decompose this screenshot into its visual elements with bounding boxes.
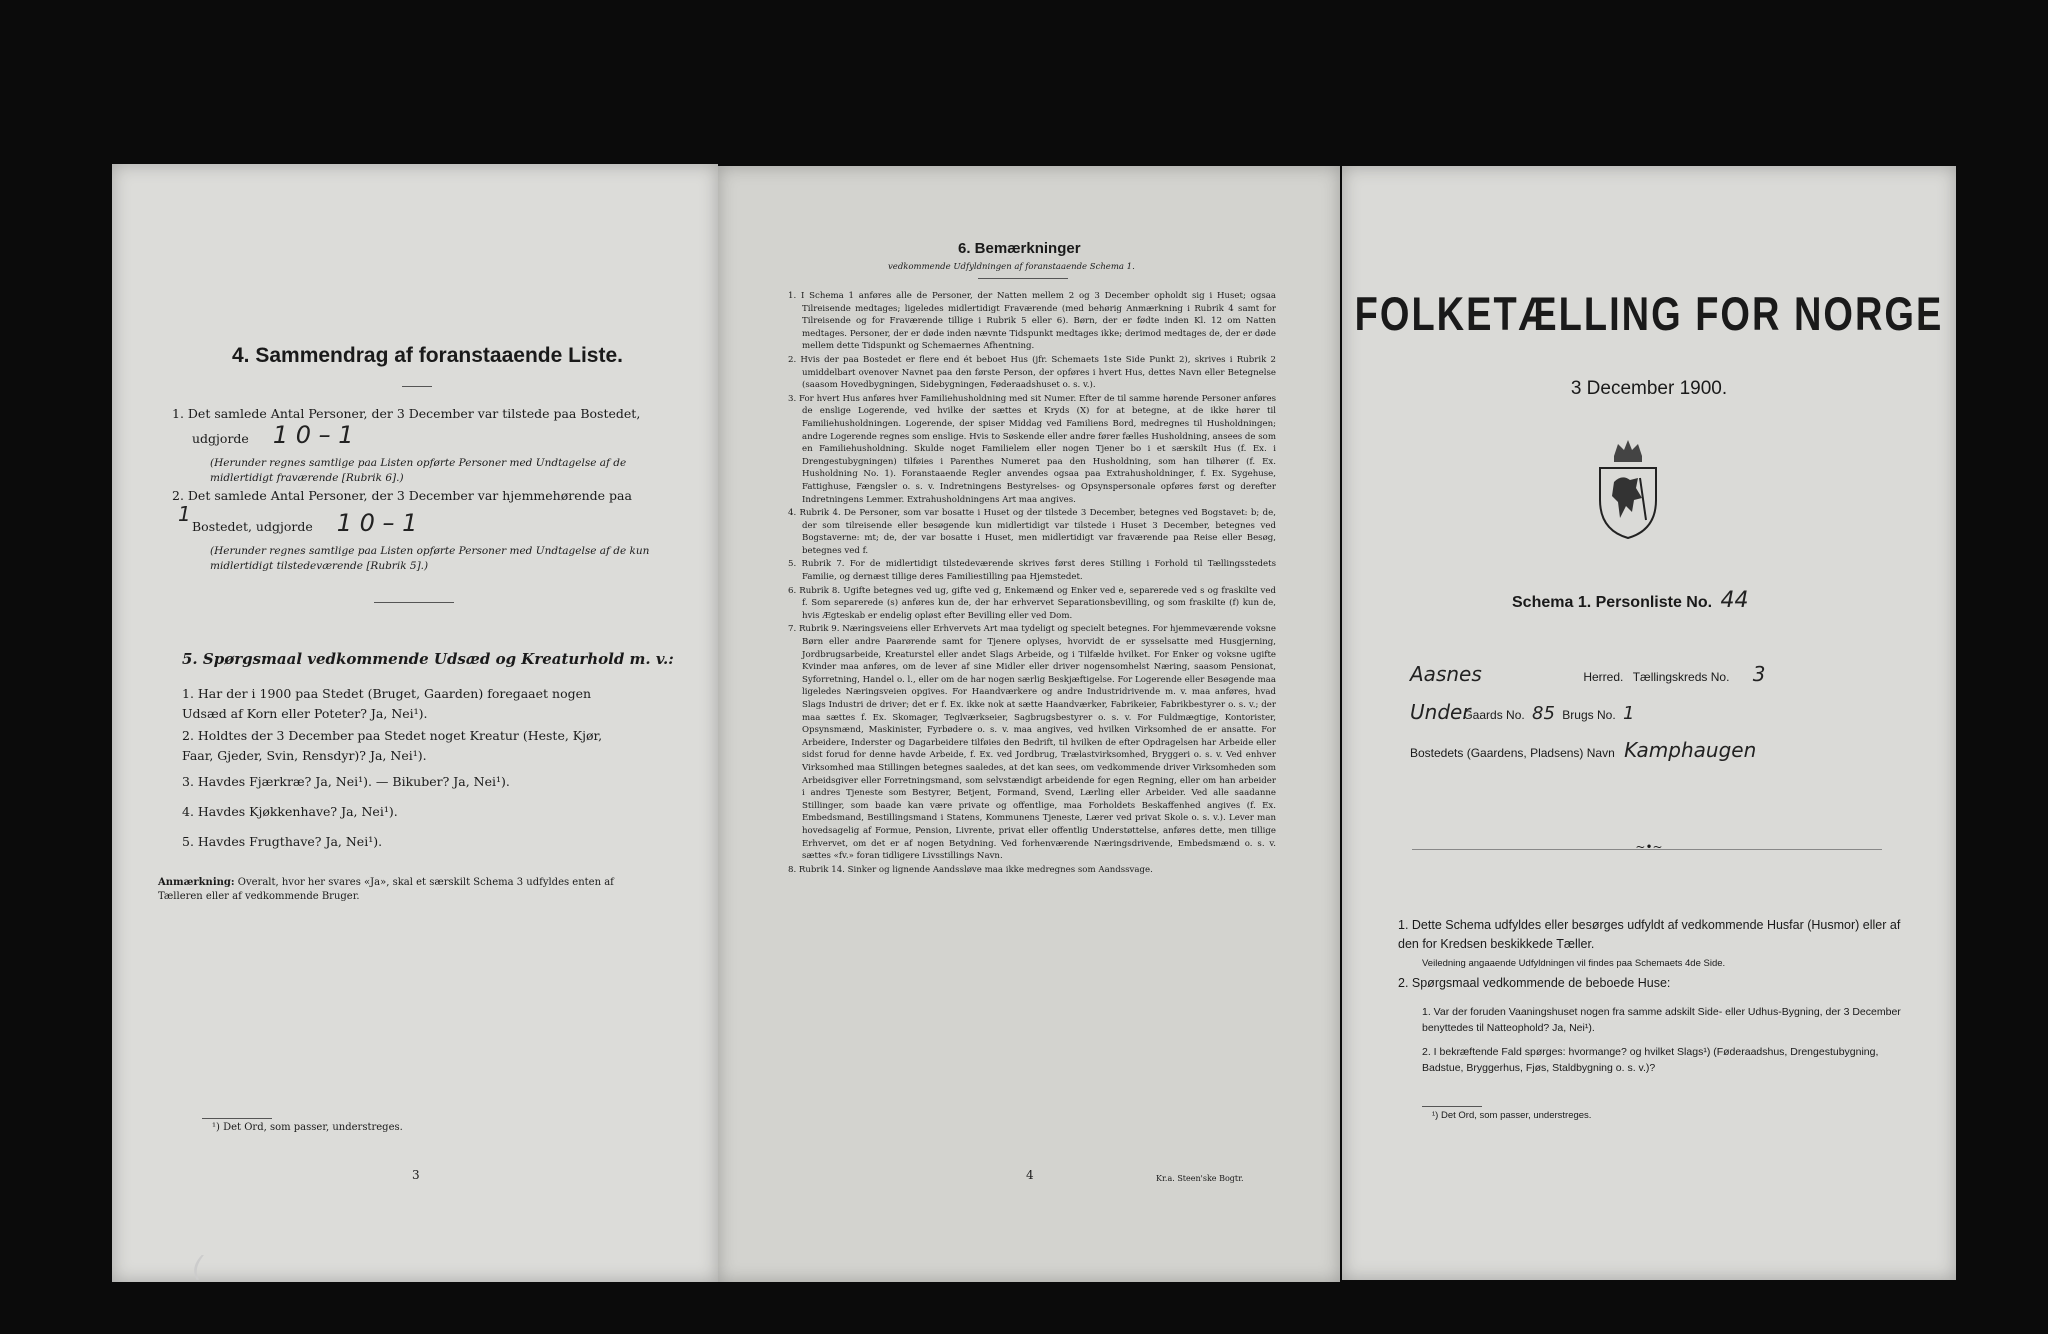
remark-item: 5. Rubrik 7. For de midlertidigt tilstedeværende skrives først deres Stilling i Forhold til Tællingsstedets Familie, og dernæst tillige deres Familiestilling paa Hjemstedet. (788, 559, 1276, 583)
question-1: 1. Har der i 1900 paa Stedet (Bruget, Gaarden) foregaaet nogen Udsæd af Korn eller Poteter? Ja, Nei¹). (182, 686, 592, 721)
handwritten-kreds: 3 (1752, 662, 1766, 686)
form-title: FOLKETÆLLING FOR NORGE (1354, 288, 1944, 342)
remark-item: 7. Rubrik 9. Næringsveiens eller Erhvervets Art maa tydeligt og specielt betegnes. For hjemmeværende voksne Børn eller andre Paarørende samt for Tjenere oplyses, hvorvidt de er sysselsatte med Husgjerning, Jordbrugsarbeide, Kreaturstel eller andet Slags Arbeide, og i Tilfælde hvilket. For Enker og voksne ugifte Kvinder maa anføres, om de lever af sine Midler eller driver nogensomhelst Næring, saasom Pensionat, Syforretning, Handel o. l., eller om de har nogen særlig Beskjæftigelse. For Logerende eller Besøgende maa ligeledes Næringsveien opgives. For Haandværkere og andre Industridrivende m. v. maa anføres, hvad Slags Industri de driver; det er f. Ex. ikke nok at sætte Haandværker, Fabrikeier, Fabrikbestyrer o. s. v.; der maa sættes f. Ex. Skomager, Teglværkseier, Sagbrugsbestyrer o. s. v. For Fuldmægtige, Kontorister, Opsynsmænd, Maskinister, Fyrbødere o. s. v. maa angives, ved hvilken Virksomhed de er ansatte. For Arbeidere, Inderster og Dagarbeidere tilføies den Bedrift, til hvilken de efter Opdragelsen har Arbeide eller sidst forud for denne havde Arbeide, f. Ex. ved Jordbrug, Trælastvirksomhed, Bryggeri o. s. v. Ved enhver Virksomhed maa Stillingen betegnes saaledes, at det kan sees, om vedkommende driver Virksomheden som Arbeidsgiver eller Forretningsmand, som selvstændigt arbeidende for egen Regning, eller om han arbeider i andres Tjeneste som Bestyrer, Betjent, Formand, Svend, Lærling eller Arbeider. Ved alle saadanne Stillinger, som baade kan være private og offentlige, maa Forholdets Beskaffenhed angives (f. Ex. Embedsmand, Bestillingsmand i Statens, Kommunens Tjeneste, Lærer ved privat Skole o. s. v.). Lever man hovedsagelig af Formue, Pension, Livrente, privat eller offentlig Understøttelse, anføres dette, men tillige Erhvervet, om det er af nogen Betydning. Ved forhenværende Næringsdrivende, Embedsmænd o. s. v. sættes «fv.» foran tidligere Livsstillings Navn. (788, 624, 1276, 862)
annotation (158, 876, 658, 904)
summary-item-2-note: (Herunder regnes samtlige paa Listen opførte Personer med Undtagelse af de kun midlertidigt tilstedeværende [Rubrik 5].) (210, 545, 650, 572)
footnote-rule (202, 1118, 272, 1119)
heading-rule (978, 278, 1068, 279)
heading-rule (402, 386, 432, 387)
instruction-2: 2. Spørgsmaal vedkommende de beboede Huse: (1398, 976, 1671, 990)
page-right (1342, 166, 1956, 1280)
footnote: ¹) Det Ord, som passer, understreges. (212, 1122, 403, 1133)
handwritten-gaard-no: 85 (1532, 703, 1555, 724)
section-divider (374, 602, 454, 603)
handwritten-resident-count: 1 0 – 1 (336, 509, 418, 537)
question-2: 2. Holdtes der 3 December paa Stedet noget Kreatur (Heste, Kjør, Faar, Gjeder, Svin, Rensdyr)? Ja, Nei¹). (182, 728, 603, 763)
section-5-heading: 5. Spørgsmaal vedkommende Udsæd og Kreaturhold m. v.: (182, 650, 674, 668)
census-date: 3 December 1900. (1570, 378, 1728, 399)
margin-mark: ( (192, 1250, 203, 1283)
page-number: 3 (412, 1168, 420, 1182)
question-3: 3. Havdes Fjærkræ? Ja, Nei¹). — Bikuber? Ja, Nei¹). (182, 774, 510, 789)
remark-item: 2. Hvis der paa Bostedet er flere end ét beboet Hus (jfr. Schemaets 1ste Side Punkt 2), skrives i Rubrik 2 umiddelbart ovenover Navnet paa den første Person, der opføres i hvert Hus, dettes Navn eller Betegnelse (saasom Hovedbygningen, Sidebygningen, Føderaadshuset o. s. v.). (788, 354, 1276, 391)
instruction-2-1: 1. Var der foruden Vaaningshuset nogen fra samme adskilt Side- eller Udhus-Bygning, der 3 December benyttedes til Natteophold? Ja, Nei¹). (1422, 1006, 1901, 1034)
remark-item: 4. Rubrik 4. De Personer, som var bosatte i Huset og der tilstede 3 December, betegnes ved Bogstavet: b; de, der som tilreisende eller besøgende kun midlertidigt var tilstede i Huset 3 December, betegnes ved Bogstaverne: mt; de, der var bosatte i Huset, men midlertidigt var fraværende paa Reise eller Besøg, betegnes ved f. (788, 508, 1276, 556)
remark-item: 3. For hvert Hus anføres hver Familiehusholdning med sit Numer. Efter de til samme hørende Personer anføres de enslige Logerende, ved hvilke der sættes et Kryds (X) for at betegne, at de ikke hører til Familiehusholdningen. Logerende, der spiser Middag ved Familiens Bord, medregnes til Husholdningen; andre Logerende regnes som enslige. Hvis to Søskende eller andre fører fælles Husholdning, ansees de som en Familiehusholdning. Skulde noget Familielem eller nogen Tjener bo i et særskilt Hus (f. Ex. i Drengestubygningen) tilføies i Parenthes Numeret paa den Husholdning, som han tilhører (f. Ex. Husholdning No. 1). Foranstaaende Regler anvendes ogsaa paa Extrahusholdninger, f. Ex. Sygehuse, Fattighuse, Fængsler o. s. v. Indretningens Bestyrelses- og Opsynspersonale opføres først og derefter Indretningens Lemmer. Extrahusholdningens Art maa angives. (788, 393, 1276, 505)
handwritten-herred: Aasnes (1410, 662, 1482, 686)
bosted-line: Bostedets (Gaardens, Pladsens) Navn Kamphaugen (1410, 738, 1757, 762)
summary-item-1-value: udgjorde 1 0 – 1 (192, 421, 354, 449)
instruction-2-2: 2. I bekræftende Fald spørges: hvormange? og hvilket Slags¹) (Føderaadshus, Drengestubygning, Badstue, Bryggerhus, Fjøs, Staldbygning o. s. v.)? (1422, 1046, 1879, 1074)
coat-of-arms-icon (1592, 438, 1664, 540)
remarks-list (788, 290, 1276, 877)
gaard-line: Under Gaards No. 85 Brugs No. 1 (1410, 700, 1635, 724)
summary-item-2: 2. Det samlede Antal Personer, der 3 December var hjemmehørende paa 1 (172, 488, 632, 526)
handwritten-brug-no: 1 (1623, 703, 1635, 724)
printer-imprint: Kr.a. Steen'ske Bogtr. (1156, 1174, 1244, 1183)
handwritten-mark: 1 (178, 502, 191, 526)
handwritten-present-count: 1 0 – 1 (272, 421, 354, 449)
page-number: 4 (1026, 1168, 1034, 1182)
instruction-1: 1. Dette Schema udfyldes eller besørges udfyldt af vedkommende Husfar (Husmor) eller af den for Kredsen beskikkede Tæller. (1398, 918, 1901, 951)
herred-line: Aasnes Herred. Tællingskreds No. 3 (1410, 662, 1766, 686)
annotation-label: Anmærkning: (158, 877, 235, 888)
section-6-subheading: vedkommende Udfyldningen af foranstaaende Schema 1. (888, 262, 1135, 272)
question-4: 4. Havdes Kjøkkenhave? Ja, Nei¹). (182, 804, 398, 819)
handwritten-bosted: Kamphaugen (1624, 738, 1757, 762)
footnote-rule (1422, 1106, 1482, 1107)
remark-item: 1. I Schema 1 anføres alle de Personer, der Natten mellem 2 og 3 December opholdt sig i Huset; ogsaa Tilreisende medtages; ligeledes midlertidigt Fraværende (med behørig Anmærkning i Rubrik 4 samt for Tilreisende og for Fraværende tillige i Rubrik 5 eller 6). Børn, der er fødte inden Kl. 12 om Natten medtages. Personer, der er døde inden nævnte Tidspunkt medtages ikke; derimod medtages de, der er døde mellem dette Tidspunkt og Schemaernes Afhentning. (788, 291, 1276, 352)
page-middle (718, 166, 1340, 1282)
schema-line: Schema 1. Personliste No. 44 (1512, 588, 1749, 613)
annotation-text: Overalt, hvor her svares «Ja», skal et særskilt Schema 3 udfyldes enten af Tælleren eller af vedkommende Bruger. (158, 877, 614, 902)
ornament-icon: ~•~ (1635, 840, 1663, 854)
remark-item: 8. Rubrik 14. Sinker og lignende Aandssløve maa ikke medregnes som Aandssvage. (788, 864, 1153, 875)
summary-item-1-note: (Herunder regnes samtlige paa Listen opførte Personer med Undtagelse af de midlertidigt fraværende [Rubrik 6].) (210, 457, 627, 484)
section-4-heading: 4. Sammendrag af foranstaaende Liste. (232, 344, 623, 367)
handwritten-list-number: 44 (1720, 588, 1749, 613)
summary-item-1: 1. Det samlede Antal Personer, der 3 December var tilstede paa Bostedet, (172, 406, 641, 421)
page-left (112, 164, 718, 1282)
question-5: 5. Havdes Frugthave? Ja, Nei¹). (182, 834, 383, 849)
summary-item-2-value: Bostedet, udgjorde 1 0 – 1 (192, 509, 418, 537)
handwritten-gaard: Under (1410, 700, 1471, 724)
remark-item: 6. Rubrik 8. Ugifte betegnes ved ug, gifte ved g, Enkemænd og Enker ved e, separerede ved s og fraskilte ved f. Som separerede (s) anføres kun de, der har erhvervet Separationsbevilling, og som fraskilte (f) kun de, hvis Ægteskab er endelig opløst efter Bevilling eller ved Dom. (788, 585, 1276, 621)
footnote: ¹) Det Ord, som passer, understreges. (1432, 1110, 1592, 1121)
instruction-1-sub: Veiledning angaaende Udfyldningen vil findes paa Schemaets 4de Side. (1422, 958, 1726, 969)
section-6-heading: 6. Bemærkninger (958, 240, 1081, 257)
